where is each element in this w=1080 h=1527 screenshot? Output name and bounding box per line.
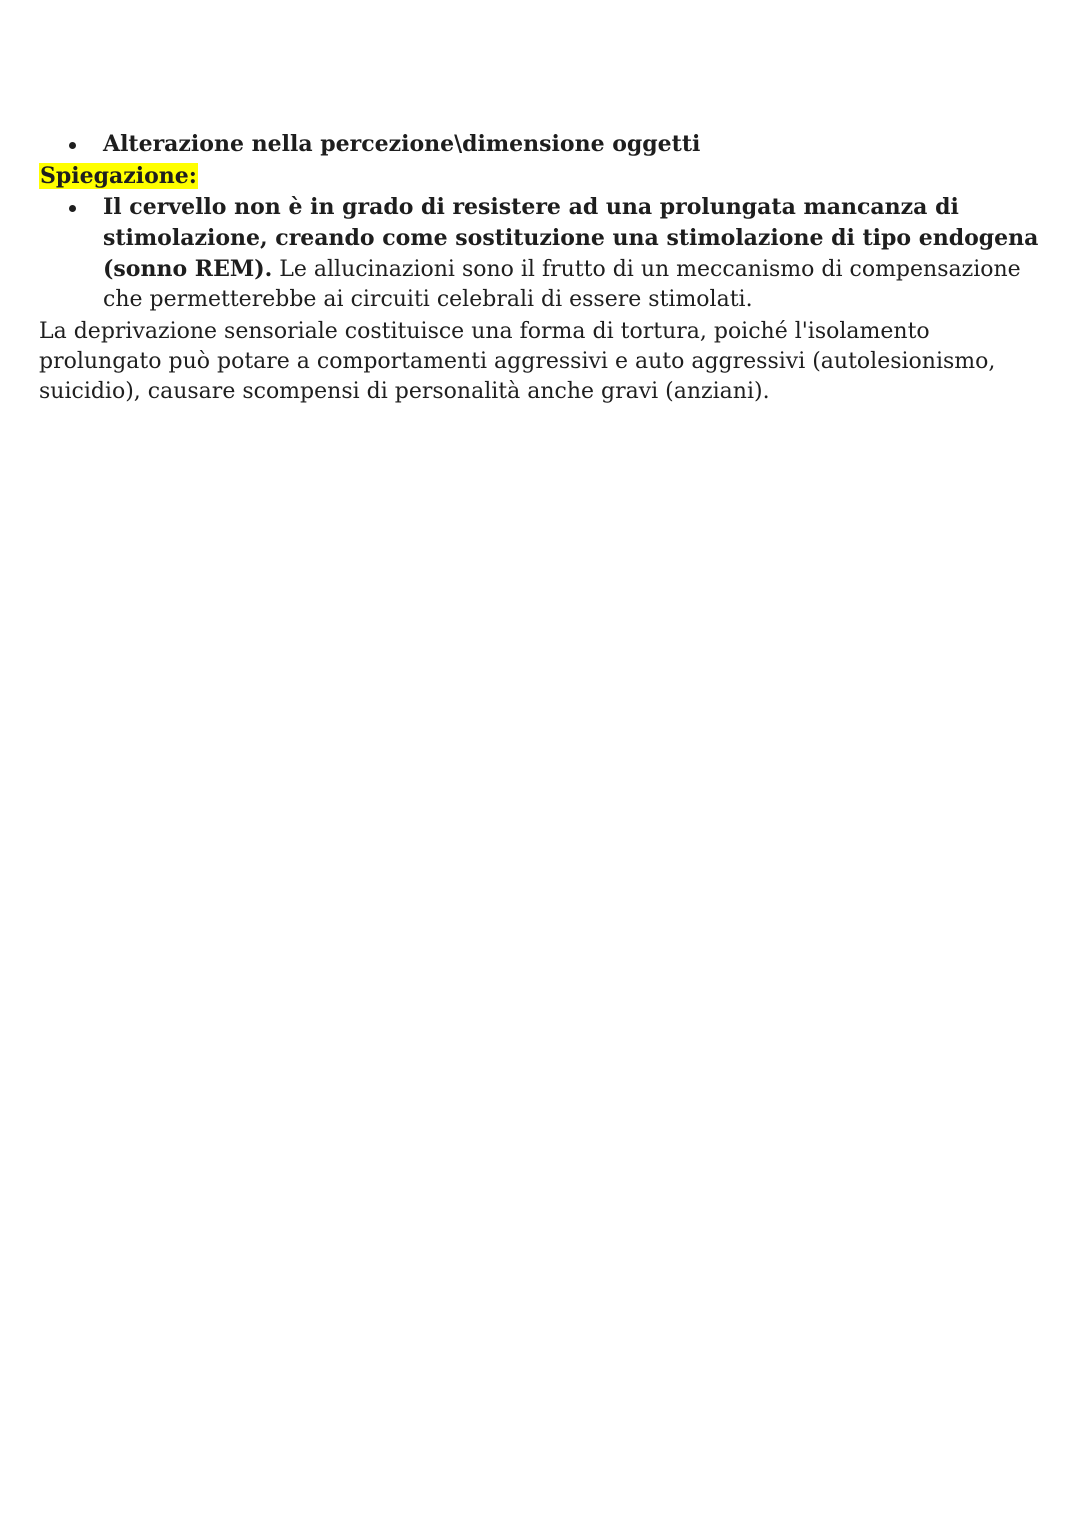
section-heading-row — [39, 161, 1049, 192]
bullet-bold-text: Il cervello non è in grado di resistere ad una prolungata mancanza di stimolazione, creando come sostituzione una stimolazione di tipo endogena (sonno REM). — [103, 194, 1039, 282]
bullet-item-cervello — [39, 192, 1049, 315]
bullet-item-alterazione — [39, 129, 1049, 159]
bullet-dot-icon — [69, 142, 76, 149]
section-heading: Spiegazione: — [40, 163, 197, 189]
bullet-text: Alterazione nella percezione\dimensione oggetti — [103, 131, 701, 157]
body-paragraph: La deprivazione sensoriale costituisce una forma di tortura, poiché l'isolamento prolungato può potare a comportamenti aggressivi e auto aggressivi (autolesionismo, suicidio), causare scompensi di personalità anche gravi (anziani). — [39, 319, 996, 404]
document-content — [39, 129, 1049, 407]
bullet-dot-icon — [69, 205, 76, 212]
bullet-text — [103, 192, 1049, 315]
bullet-regular-text: Le allucinazioni sono il frutto di un meccanismo di compensazione che permetterebbe ai circuiti celebrali di essere stimolati. — [103, 257, 1021, 312]
